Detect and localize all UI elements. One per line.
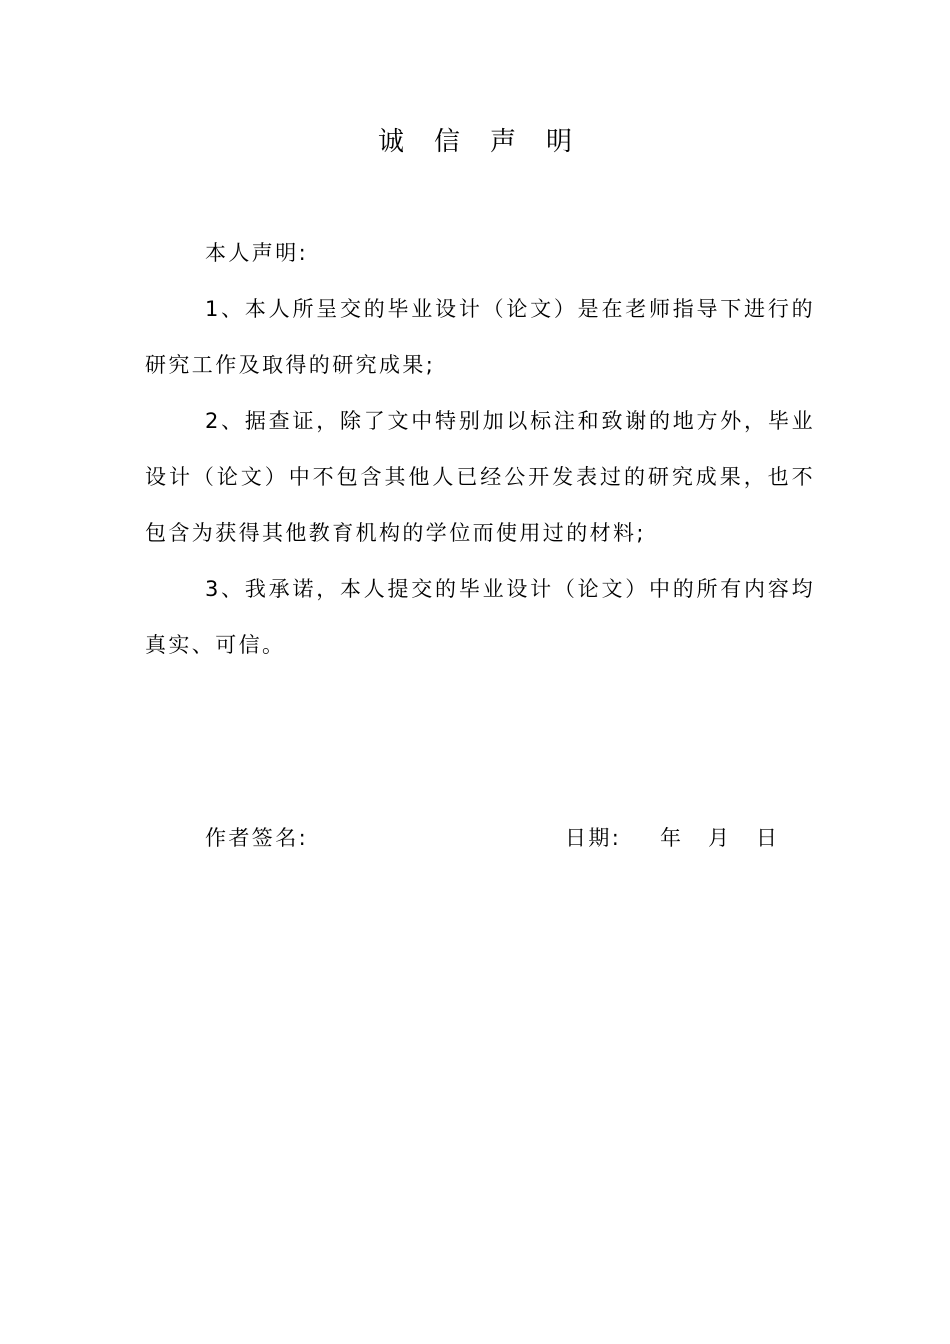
signature-label: 作者签名: [205,826,309,850]
declaration-item-3: 3、我承诺，本人提交的毕业设计（论文）中的所有内容均真实、可信。 [145,577,815,657]
date-label: 日期: [565,826,622,850]
date-month-label: 月 [708,826,732,850]
declaration-intro: 本人声明: [205,241,309,265]
signature-row [205,818,815,858]
date-year-label: 年 [660,826,684,850]
declaration-item-2: 2、据查证，除了文中特别加以标注和致谢的地方外，毕业设计（论文）中不包含其他人已经公开发表过的研究成果，也不包含为获得其他教育机构的学位而使用过的材料; [145,409,815,545]
declaration-body [145,225,815,673]
page-title: 诚信声明 [377,127,602,157]
declaration-item-1: 1、本人所呈交的毕业设计（论文）是在老师指导下进行的研究工作及取得的研究成果; [145,297,815,377]
date-day-label: 日 [756,826,780,850]
